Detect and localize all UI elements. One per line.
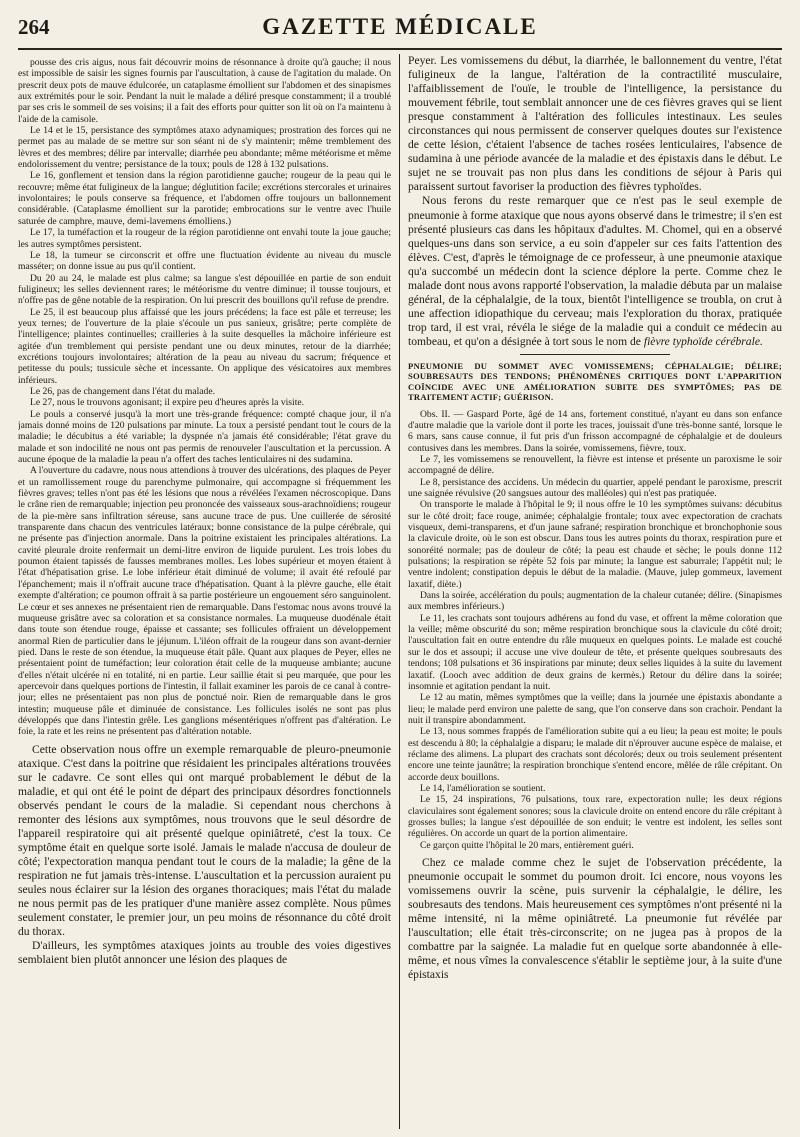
paragraph: Le 25, il est beaucoup plus affaissé que les jours précédens; la face est pâle et terreuse; les yeux ternes; de l'ouverture de la plaie s'écoule un pus sanieux, grisâtre; perte complète de l'intelligence; plaintes continuelles; crailleries à la suite desquelles la mâchoire inférieure est agitée d'un tremblement qui persiste pendant une ou deux minutes, retour de la diarrhée; excrétions toujours involontaires; altération de la peau au niveau du sacrum; fréquence et petitesse du pouls; tussicule sèche et incessante. On applique des vésicatoires aux membres inférieurs. (18, 306, 391, 386)
page-header (18, 14, 782, 50)
paragraph: pousse des cris aigus, nous fait découvrir moins de résonnance à droite qu'à gauche; il nous est impossible de saisir les signes fournis par l'auscultation, à cause de l'agitation du malade. On prescrit deux pots de mauve édulcorée, un cataplasme émollient sur l'abdomen et des sinapismes aux extrémités pour le soir. Pendant la nuit le malade a déliré presque constamment; il a troublé par ses cris le sommeil de ses voisins; il a fait des efforts pour quitter son lit où on l'a maintenu à l'aide de la camisole. (18, 57, 391, 125)
paragraph: Le 15, 24 inspirations, 76 pulsations, toux rare, expectoration nulle; les deux régions claviculaires sont également sonores; sous la clavicule droite on entend encore du râle crépitant à grosses bulles; la langue s'est dépouillée de son enduit; le ventre est indolent, les selles sont régulières. On accorde un quart de la portion alimentaire. (408, 794, 782, 840)
paragraph: Le 14, l'amélioration se soutient. (420, 782, 546, 794)
paragraph: D'ailleurs, les symptômes ataxiques joints au trouble des voies digestives semblaient bien plutôt annoncer une lésion des plaques de (18, 939, 391, 967)
left-column (18, 54, 400, 1129)
paragraph: Le 8, persistance des accidens. Un médecin du quartier, appelé pendant le paroxisme, prescrit une saignée révulsive (20 sangsues autour des malléoles) qui n'est pas pratiquée. (408, 476, 782, 500)
observation-two (408, 409, 782, 851)
commentary-continued (408, 54, 782, 349)
paragraph: Le 14 et le 15, persistance des symptômes ataxo adynamiques; prostration des forces qui ne permet pas au malade de se mettre sur son séant ni de s'y maintenir; même tremblement des lèvres et des membres; délire par intervalle; diarrhée peu abondante; même météorisme et même endolorissement du ventre; persistance de la toux; pouls de 128 à 132 pulsations. (18, 125, 391, 171)
divider (520, 354, 670, 355)
paragraph: Le 27, nous le trouvons agonisant; il expire peu d'heures après la visite. (30, 397, 305, 409)
paragraph: Ce garçon quitte l'hôpital le 20 mars, entièrement guéri. (420, 839, 634, 851)
paragraph: Le 12 au matin, mêmes symptômes que la veille; dans la journée une épistaxis abondante a lieu; le malade perd environ une palette de sang, que l'on conserve dans son crachoir. Pendant la nuit il transpire abondamment. (408, 692, 782, 726)
right-column (400, 54, 782, 1129)
paragraph: Le 7, les vomissemens se renouvellent, la fièvre est intense et présente un paroxisme le soir accompagné de délire. (408, 453, 782, 477)
paragraph: Le 16, gonflement et tension dans la région parotidienne gauche; rougeur de la peau qui le recouvre; même état fuligineux de la langue; déglutition facile; excrétions stercorales et urinaires involontaires; le pouls conserve sa fréquence, et l'abdomen offre toujours un ballonnement considérable. (Cataplasme émollient sur la parotide; embrocations sur le ventre avec l'huile saturée de camphre, mauve, demi-lavemens émolliens.) (18, 170, 391, 227)
paragraph: Le 11, les crachats sont toujours adhérens au fond du vase, et offrent la même coloration que la veille; même obscurité du son; même respiration bronchique sous la clavicule du côté droit; l'auscultation fait en outre entendre du râle muqueux en quelques points. Le malade est couché sur le dos et assoupi; il accuse une vive douleur de tête, et présente quelques soubresauts des tendons; 108 pulsations et 36 inspirations par minute; deux selles liquides à la suite du lavement laxatif. (Looch avec addition de deux grains de kermès.) Retour du délire dans la soirée; insomnie et agitation pendant la nuit. (408, 612, 782, 692)
paragraph: Chez ce malade comme chez le sujet de l'observation précédente, la pneumonie occupait le sommet du poumon droit. Ici encore, nous voyons les vomissemens ouvrir la scène, puis survenir la céphalalgie, le délire, les soubresauts des tendons. Mais heureusement ces symptômes n'ont présenté ni la même intensité, ni la même opiniâtreté. La pneumonie fut révélée par l'auscultation; elle était très-circonscrite; on ne jugea pas à propos de la combattre par la saignée. La maladie fut en quelque sorte abandonnée à elle-même, et nous vîmes la convalescence s'établir le septième jour, à la suite d'une épistaxis (408, 856, 782, 982)
closing-commentary (408, 856, 782, 982)
paragraph-text: Nous ferons du reste remarquer que ce n'est pas le seul exemple de pneumonie à forme ataxique que nous ayons observé dans le trimestre; il s'en est présenté plusieurs cas dans les hôpitaux d'adultes. M. Chomel, qui en a observé quelques-uns dans son service, a eu soin d'appeler sur ces faits l'attention des élèves. C'est, d'après le témoignage de ce professeur, à une pneumonie ataxique qu'a succombé un médecin dont la science déplore la perte. Comme chez le malade dont nous avons rapporté l'observation, la maladie débuta par un malaise général, de la céphalalgie, de la toux, bientôt l'intelligence se troubla, on crut à une affection idiopathique du cerveau; mais l'exploration du thorax, pratiquée trop tard, il est vrai, révéla le siége de la maladie qui a conduit ce médecin au tombeau, et qu'on a désignée à tort sous le nom de (408, 194, 782, 348)
observation-notes (18, 57, 391, 738)
commentary (18, 743, 391, 968)
paragraph: Cette observation nous offre un exemple remarquable de pleuro-pneumonie ataxique. C'est dans la poitrine que résidaient les principales altérations trouvées sur le cadavre. Ce sont elles qui ont marqué probablement le début de la maladie, et qui ont été le point de départ des principaux désordres fonctionnels observés pendant le cours de la maladie. Si cependant nous cherchons à remonter des lésions aux symptômes, nous trouvons que le seul désordre de l'appareil respiratoire qui ait présenté quelque opiniâtreté, c'est la toux. Ce symptôme était en quelque sorte isolé. Jamais le malade n'accusa de douleur de côté; l'expectoration manqua pendant tout le cours de la maladie; la gêne de la respiration ne fut jamais très-intense. L'auscultation et la percussion auraient pu seules nous éclairer sur la lésion des organes thoraciques; mais l'état du malade ne nous permit pas de les pratiquer d'une manière assez complète. Nous pûmes seulement constater, le premier jour, un peu moins de résonnance du côté droit du thorax. (18, 742, 391, 939)
journal-title: GAZETTE MÉDICALE (262, 14, 538, 39)
paragraph: On transporte le malade à l'hôpital le 9; il nous offre le 10 les symptômes suivans: décubitus sur le côté droit; face rouge, animée; céphalalgie frontale; toux avec expectoration de crachats visqueux, demi-transparens, et d'un jaune safrané; respiration bronchique et bronchophonie sous la clavicule droite, où le son est obscur. Dans tous les autres points du thorax, respiration pure et sonoréité normale; pas de douleur de côté; la peau est chaude et sèche; le pouls donne 112 pulsations; la respiration se répète 52 fois par minute; la langue est saburrale; l'appétit nul; le ventre indolent; constipation depuis le début de la maladie. (Mauve, julep gommeux, lavement laxatif, diète.) (408, 499, 782, 590)
paragraph: Dans la soirée, accélération du pouls; augmentation de la chaleur cutanée; délire. (Sinapismes aux membres inférieurs.) (408, 590, 782, 613)
paragraph: Le 13, nous sommes frappés de l'amélioration subite qui a eu lieu; la peau est moite; le pouls est descendu à 80; la céphalalgie a disparu; le malade dit n'éprouver aucune espèce de malaise, et réclame des alimens. La plupart des crachats sont décolorés; deux ou trois seulement présentent encore une teinte jaunâtre; la respiration bronchique s'entend encore, mêlée de râle crépitant. On accorde deux bouillons. (408, 726, 782, 783)
paragraph: A l'ouverture du cadavre, nous nous attendions à trouver des ulcérations, des plaques de Peyer et un ramollissement rouge du parenchyme pulmonaire, qui accompagne si fréquemment les fièvres graves; telles n'ont pas été les lésions que nous a révélées l'examen nécroscopique. Dans le crâne rien de remarquable; injection peu prononcée des vaisseaux sous-arachnoïdiens; rougeur de la pie-mère sans infiltration séreuse, sans aucune trace de pus. Une cuillerée de sérosité transparente dans chacun des ventricules latéraux; bonne consistance de la pulpe cérébrale, qui ne présente pas d'injection anormale. Dans la poitrine existaient les principales altérations. La cavité pleurale droite renfermait un demi-litre environ de liquide purulent. Les trois lobes du poumon étaient tapissés de fausses membranes molles. Les lobes supérieur et moyen étaient à l'état d'hépatisation grise. Le lobe inférieur était diminué de volume; il avait été refoulé par l'épanchement; mais il n'offrait aucune trace d'hépatisation. Quant à la plèvre gauche, elle était exempte d'altération; ce poumon offrait à sa partie postérieure un engouement séro sanguinolent. Le cœur et ses annexes ne présentaient rien de remarquable. Dans l'estomac nous avons trouvé la muqueuse grisâtre avec sa coloration et sa consistance normales. La muqueuse duodénale était dans toute son étendue rouge, épaisse et cassante; ses follicules offraient un développement anormal Rien de particulier dans le jéjunum. L'iléon offrait de la rougeur dans son avant-dernier pied. Dans le reste de son étendue, la muqueuse était pâle. Quant aux plaques de Peyer, elles ne présentaient point de tuméfaction; leur coloration était celle de la muqueuse ambiante; aucune d'elles n'était ulcérée ni en totalité, ni en partie. Leur saillie était si peu marquée, que pour les apercevoir dans quelques portions de l'intestin, il fallait examiner les parois de ce canal à contre-jour; elles ne présentaient pas non plus de ponctué noir. Rien de remarquable dans le gros intestin; muqueuse pâle et diminuée de consistance. Les follicules isolés ne sont pas plus développés que dans l'intestin grêle. Les ganglions mésentériques n'offrent pas d'altération. Le foie, la rate et les reins ne présentent pas d'altération notable. (18, 465, 391, 738)
case-title: PNEUMONIE DU SOMMET AVEC VOMISSEMENS; CÉPHALALGIE; DÉLIRE; SOUBRESAUTS DES TENDONS; PHÉNOMÈNES CRITIQUES DONT L'APPARITION COÏNCIDE AVEC UNE AMÉLIORATION SUBITE DES SYMPTÔMES; PAS DE TRAITEMENT ACTIF; GUÉRISON. (408, 360, 782, 403)
paragraph: Le pouls a conservé jusqu'à la mort une très-grande fréquence: compté chaque jour, il n'a jamais donné moins de 120 pulsations par minute. La toux a persisté pendant tout le cours de la maladie; le décubitus a été variable; la dyspnée n'a jamais été considérable; l'état grave du malade et son indocilité ne nous ont pas permis de renouveler l'auscultation et la percussion. A aucune époque de la maladie la peau n'a offert des taches lenticulaires ni des sudamina. (18, 408, 391, 466)
page-number: 264 (18, 15, 50, 39)
paragraph: Le 17, la tuméfaction et la rougeur de la région parotidienne ont envahi toute la joue gauche; les autres symptômes persistent. (18, 227, 391, 250)
paragraph: Peyer. Les vomissemens du début, la diarrhée, le ballonnement du ventre, l'état fuligineux de la langue, l'altération de la contractilité musculaire, l'affaiblissement de l'ouïe, le trouble de l'intelligence, la persistance du mouvement fébrile, tout semblait annoncer une de ces fièvres graves qui se lient presque constamment à l'altération des follicules intestinaux. Les seules circonstances qui nous permissent de conserver quelques doutes sur l'existence de cette lésion, c'étaient l'absence de taches rosées lenticulaires, l'absence de sudamina à une période avancée de la maladie et des épistaxis dans le début. Le sujet ne se trouvait pas non plus dans les conditions de séjour à Paris qui paraissent surtout favoriser la production des fièvres typhoïdes. (408, 54, 782, 194)
paragraph (408, 194, 782, 349)
paragraph: Du 20 au 24, le malade est plus calme; sa langue s'est dépouillée en partie de son enduit fuligineux; les selles deviennent rares; le météorisme du ventre diminue; il tousse toujours, et n'offre pas de gêne notable de la respiration. On lui prescrit des bouillons qu'il refuse de prendre. (18, 272, 391, 307)
paragraph: Le 18, la tumeur se circonscrit et offre une fluctuation évidente au niveau du muscle masséter; on donne issue au pus qu'il contient. (18, 249, 391, 273)
italic-diagnosis: fièvre typhoïde cérébrale. (643, 334, 763, 348)
paragraph: Le 26, pas de changement dans l'état du malade. (30, 385, 216, 397)
text-columns (18, 54, 782, 1129)
paragraph: Obs. II. — Gaspard Porte, âgé de 14 ans, fortement constitué, n'ayant eu dans son enfance d'autre maladie que la variole dont il porte les traces, jouissait d'une très-bonne santé, lorsque le 6 mars, sans cause connue, il fut pris d'un frisson accompagné de céphalalgie et de douleurs contusives dans les membres. Dans la soirée, vomissemens, fièvre, toux. (408, 408, 782, 454)
